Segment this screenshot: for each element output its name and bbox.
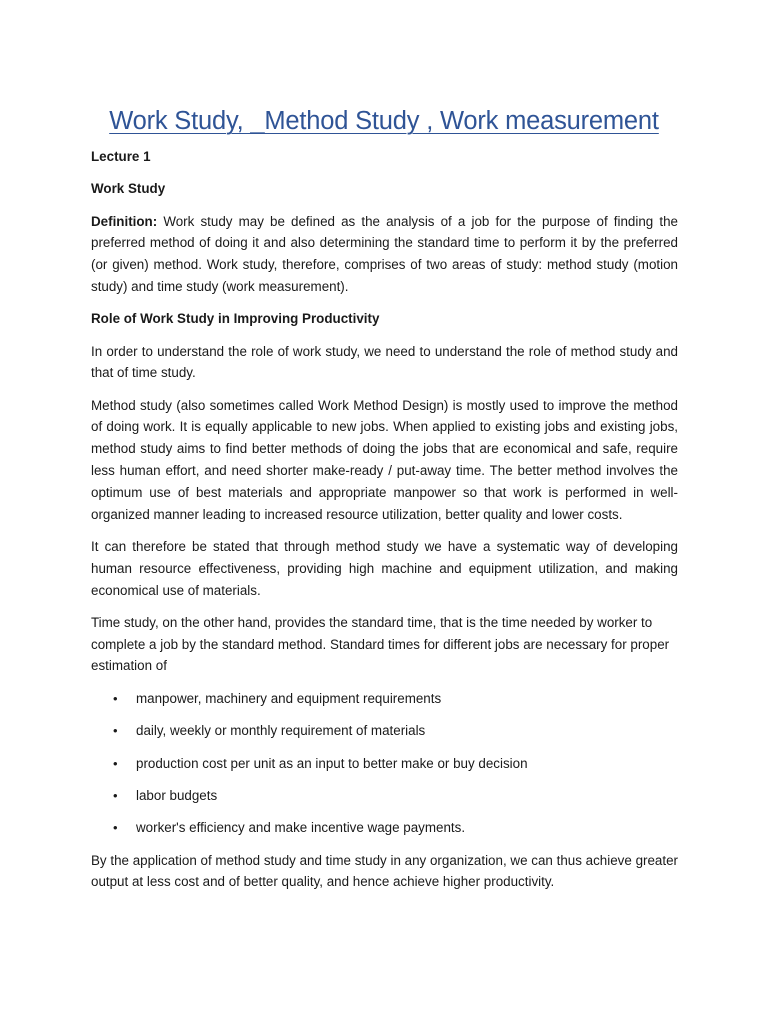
document-body xyxy=(91,146,678,904)
paragraph-method-study: Method study (also sometimes called Work Method Design) is mostly used to improve the method of doing work. It is equally applicable to new jobs. When applied to existing jobs and existing jobs, method study aims to find better methods of doing the jobs that are economical and safe, require less human effort, and need shorter make-ready / put-away time. The better method involves the optimum use of best materials and appropriate manpower so that work is performed in well-organized manner leading to increased resource utilization, better quality and lower costs. xyxy=(91,397,678,522)
definition-text: Work study may be defined as the analysis of a job for the purpose of finding the preferred method of doing it and also determining the standard time to perform it by the preferred (or given) method. Work study, therefore, comprises of two areas of study: method study (motion study) and time study (work measurement). xyxy=(91,213,678,294)
closing-paragraph: By the application of method study and time study in any organization, we can thus achieve greater output at less cost and of better quality, and hence achieve higher productivity. xyxy=(91,852,678,890)
list-item-text: manpower, machinery and equipment requirements xyxy=(136,690,442,706)
list-item-text: worker's efficiency and make incentive wage payments. xyxy=(136,820,466,836)
list-item-text: labor budgets xyxy=(136,787,218,803)
list-item xyxy=(91,817,678,839)
list-item xyxy=(91,753,678,775)
section-heading: Work Study xyxy=(91,181,166,197)
paragraph-systematic-way: It can therefore be stated that through method study we have a systematic way of developing human resource effectiveness, providing high machine and equipment utilization, and making economical use of materials. xyxy=(91,538,678,598)
role-heading: Role of Work Study in Improving Productivity xyxy=(91,311,380,327)
list-item xyxy=(91,785,678,807)
lecture-label: Lecture 1 xyxy=(91,149,151,164)
bullet-icon: • xyxy=(113,755,118,771)
paragraph-role-intro: In order to understand the role of work study, we need to understand the role of method study and that of time study. xyxy=(91,343,678,381)
estimation-list xyxy=(91,688,678,839)
bullet-icon: • xyxy=(113,723,118,739)
list-item xyxy=(91,688,678,710)
bullet-icon: • xyxy=(113,690,118,706)
list-item-text: daily, weekly or monthly requirement of materials xyxy=(136,723,426,739)
definition-paragraph xyxy=(91,211,678,298)
list-item-text: production cost per unit as an input to better make or buy decision xyxy=(136,755,528,771)
bullet-icon: • xyxy=(113,787,118,803)
definition-label: Definition: xyxy=(91,213,158,229)
bullet-icon: • xyxy=(113,820,118,836)
document-title: Work Study, _Method Study , Work measurement xyxy=(109,107,659,135)
paragraph-time-study: Time study, on the other hand, provides the standard time, that is the time needed by worker to complete a job by the standard method. Standard times for different jobs are necessary for proper estimation of xyxy=(91,614,670,674)
list-item xyxy=(91,720,678,742)
